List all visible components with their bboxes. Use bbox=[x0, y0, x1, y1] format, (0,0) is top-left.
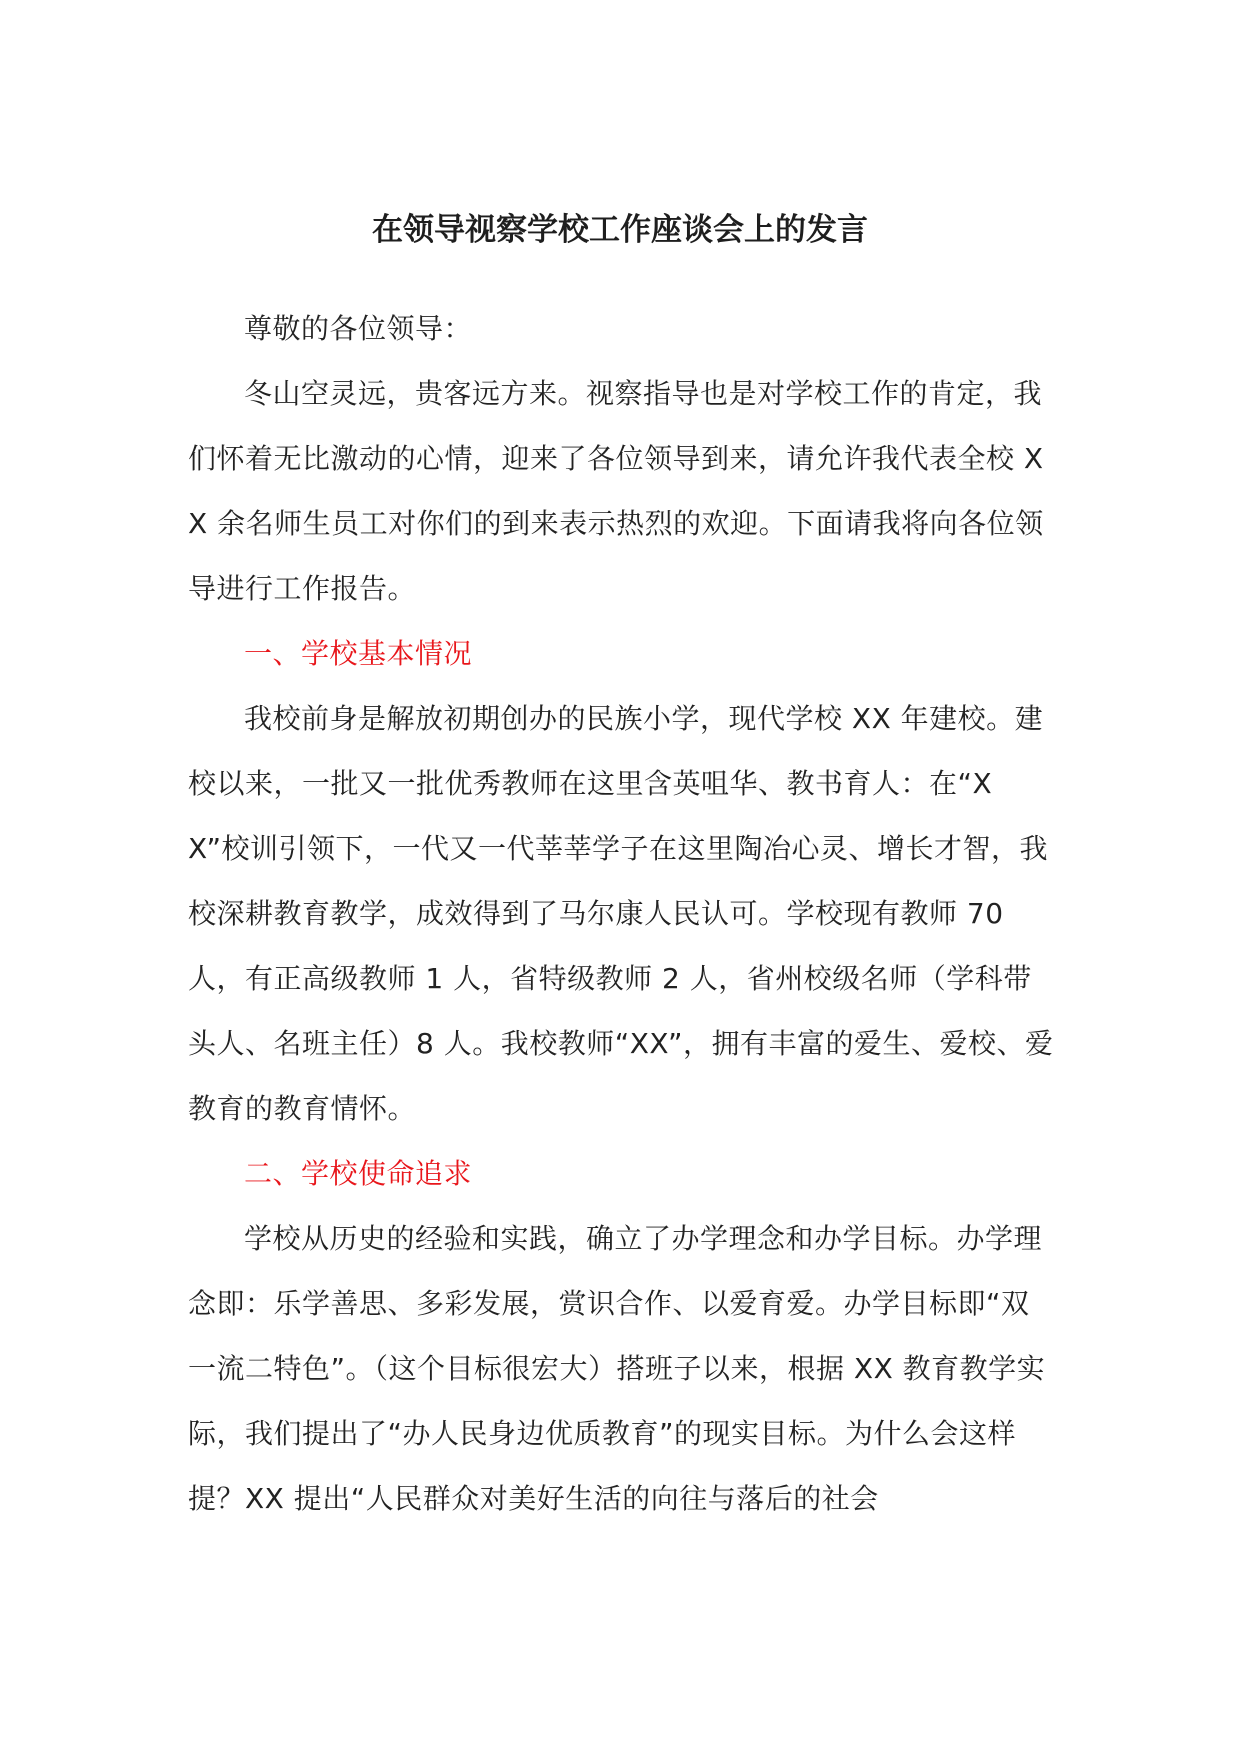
section-paragraph-mission: 学校从历史的经验和实践，确立了办学理念和办学目标。办学理念即：乐学善思、多彩发展，赏识合作、以爱育爱。办学目标即“双一流二特色”。（这个目标很宏大）搭班子以来，根据 XX 教育教学实际，我们提出了“办人民身边优质教育”的现实目标。为什么会这样提？XX 提出“人民群众对美好生活的向往与落后的社会 bbox=[188, 1222, 1046, 1515]
document-title: 在领导视察学校工作座谈会上的发言 bbox=[372, 212, 868, 248]
section-heading-basic-info: 一、学校基本情况 bbox=[244, 637, 473, 670]
section-paragraph-basic-info: 我校前身是解放初期创办的民族小学，现代学校 XX 年建校。建校以来，一批又一批优秀教师在这里含英咀华、教书育人：在“XX”校训引领下，一代又一代莘莘学子在这里陶冶心灵、增长才智，我校深耕教育教学，成效得到了马尔康人民认可。学校现有教师 70 人，有正高级教师 1 人，省特级教师 2 人，省州校级名师（学科带头人、名班主任）8 人。我校教师“XX”，拥有丰富的爱生、爱校、爱教育的教育情怀。 bbox=[188, 702, 1054, 1125]
section-heading-mission: 二、学校使命追求 bbox=[244, 1157, 473, 1190]
document-body bbox=[188, 296, 1054, 1531]
salutation: 尊敬的各位领导： bbox=[244, 312, 473, 345]
intro-paragraph: 冬山空灵远，贵客远方来。视察指导也是对学校工作的肯定，我们怀着无比激动的心情，迎来了各位领导到来，请允许我代表全校 XX 余名师生员工对你们的到来表示热烈的欢迎。下面请我将向各位领导进行工作报告。 bbox=[188, 377, 1044, 605]
